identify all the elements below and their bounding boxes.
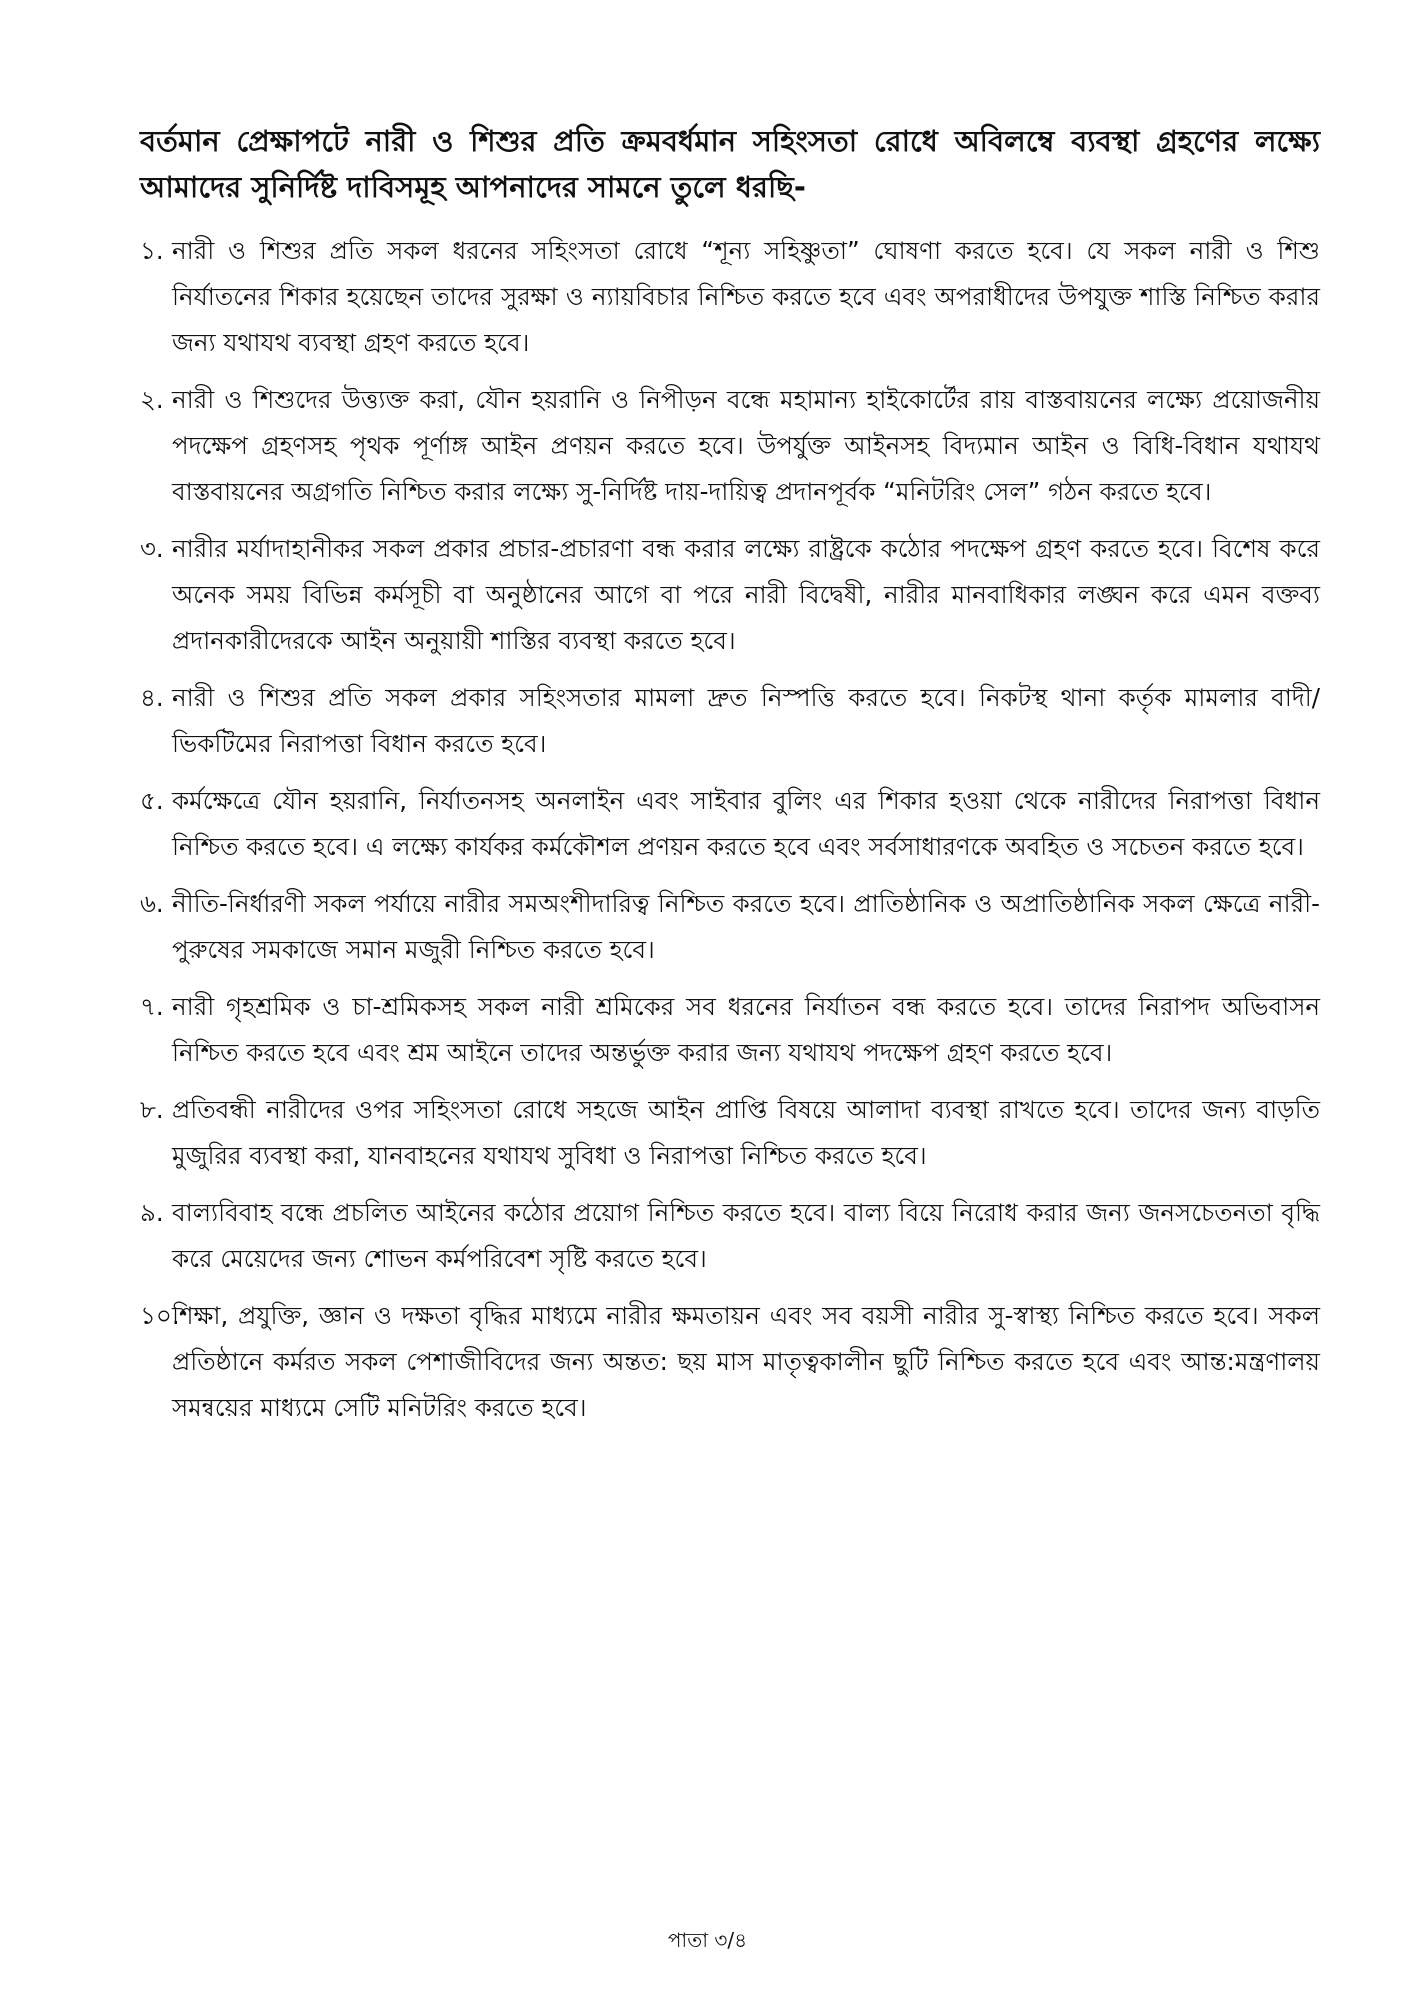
demand-item-5 xyxy=(140,778,1320,870)
demand-number: ২. xyxy=(140,385,164,414)
demand-number: ১০. xyxy=(140,1301,180,1330)
demand-text: নারী গৃহশ্রমিক ও চা-শ্রমিকসহ সকল নারী শ্রমিকের সব ধরনের নির্যাতন বন্ধ করতে হবে। তাদের নিরাপদ অভিবাসন নিশ্চিত করতে হবে এবং শ্রম আইনে তাদের অন্তর্ভুক্ত করার জন্য যথাযথ পদক্ষেপ গ্রহণ করতে হবে। xyxy=(172,992,1320,1067)
demand-text: নারী ও শিশুর প্রতি সকল ধরনের সহিংসতা রোধে “শূন্য সহিষ্ণুতা” ঘোষণা করতে হবে। যে সকল নারী ও শিশু নির্যাতনের শিকার হয়েছেন তাদের সুরক্ষা ও ন্যায়বিচার নিশ্চিত করতে হবে এবং অপরাধীদের উপযুক্ত শাস্তি নিশ্চিত করার জন্য যথাযথ ব্যবস্থা গ্রহণ করতে হবে। xyxy=(172,236,1320,357)
demand-item-7 xyxy=(140,984,1320,1076)
demand-number: ৯. xyxy=(140,1198,164,1227)
demand-text: প্রতিবন্ধী নারীদের ওপর সহিংসতা রোধে সহজে আইন প্রাপ্তি বিষয়ে আলাদা ব্যবস্থা রাখতে হবে। তাদের জন্য বাড়তি মুজুরির ব্যবস্থা করা, যানবাহনের যথাযথ সুবিধা ও নিরাপত্তা নিশ্চিত করতে হবে। xyxy=(172,1095,1320,1170)
demand-item-9 xyxy=(140,1190,1320,1282)
demand-number: ৩. xyxy=(140,534,164,563)
demand-number: ১. xyxy=(140,236,164,265)
demand-text: নারী ও শিশুদের উত্ত্যক্ত করা, যৌন হয়রানি ও নিপীড়ন বন্ধে মহামান্য হাইকোর্টের রায় বাস্তবায়নের লক্ষ্যে প্রয়োজনীয় পদক্ষেপ গ্রহণসহ পৃথক পূর্ণাঙ্গ আইন প্রণয়ন করতে হবে। উপর্যুক্ত আইনসহ বিদ্যমান আইন ও বিধি-বিধান যথাযথ বাস্তবায়নের অগ্রগতি নিশ্চিত করার লক্ষ্যে সু-নির্দিষ্ট দায়-দায়িত্ব প্রদানপূর্বক “মনিটরিং সেল” গঠন করতে হবে। xyxy=(172,385,1320,506)
demand-item-1 xyxy=(140,228,1320,366)
demand-text: নারীর মর্যাদাহানীকর সকল প্রকার প্রচার-প্রচারণা বন্ধ করার লক্ষ্যে রাষ্ট্রকে কঠোর পদক্ষেপ গ্রহণ করতে হবে। বিশেষ করে অনেক সময় বিভিন্ন কর্মসূচী বা অনুষ্ঠানের আগে বা পরে নারী বিদ্বেষী, নারীর মানবাধিকার লঙ্ঘন করে এমন বক্তব্য প্রদানকারীদেরকে আইন অনুয়ায়ী শাস্তির ব্যবস্থা করতে হবে। xyxy=(172,534,1320,655)
demand-number: ৮. xyxy=(140,1095,164,1124)
demands-heading: বর্তমান প্রেক্ষাপটে নারী ও শিশুর প্রতি ক্রমবর্ধমান সহিংসতা রোধে অবিলম্বে ব্যবস্থা গ্রহণের লক্ষ্যে আমাদের সুনির্দিষ্ট দাবিসমূহ আপনাদের সামনে তুলে ধরছি- xyxy=(140,124,1320,204)
demand-number: ৫. xyxy=(140,786,164,815)
demand-number: ৭. xyxy=(140,992,164,1021)
demand-text: নীতি-নির্ধারণী সকল পর্যায়ে নারীর সমঅংশীদারিত্ব নিশ্চিত করতে হবে। প্রাতিষ্ঠানিক ও অপ্রাতিষ্ঠানিক সকল ক্ষেত্রে নারী-পুরুষের সমকাজে সমান মজুরী নিশ্চিত করতে হবে। xyxy=(172,889,1320,964)
demand-item-2 xyxy=(140,377,1320,515)
demand-item-4 xyxy=(140,675,1320,767)
demand-text: নারী ও শিশুর প্রতি সকল প্রকার সহিংসতার মামলা দ্রুত নিস্পত্তি করতে হবে। নিকটস্থ থানা কর্তৃক মামলার বাদী/ভিকটিমের নিরাপত্তা বিধান করতে হবে। xyxy=(172,683,1320,758)
demand-item-3 xyxy=(140,526,1320,664)
demand-number: ৪. xyxy=(140,683,164,712)
demand-item-10 xyxy=(140,1293,1320,1431)
demand-text: বাল্যবিবাহ বন্ধে প্রচলিত আইনের কঠোর প্রয়োগ নিশ্চিত করতে হবে। বাল্য বিয়ে নিরোধ করার জন্য জনসচেতনতা বৃদ্ধি করে মেয়েদের জন্য শোভন কর্মপরিবেশ সৃষ্টি করতে হবে। xyxy=(172,1198,1320,1273)
demand-item-6 xyxy=(140,881,1320,973)
demand-number: ৬. xyxy=(140,889,164,918)
demand-item-8 xyxy=(140,1087,1320,1179)
demands-list xyxy=(140,228,1320,1442)
page-number: পাতা ৩/৪ xyxy=(667,1928,748,1952)
demand-text: কর্মক্ষেত্রে যৌন হয়রানি, নির্যাতনসহ অনলাইন এবং সাইবার বুলিং এর শিকার হওয়া থেকে নারীদের নিরাপত্তা বিধান নিশ্চিত করতে হবে। এ লক্ষ্যে কার্যকর কর্মকৌশল প্রণয়ন করতে হবে এবং সর্বসাধারণকে অবহিত ও সচেতন করতে হবে। xyxy=(172,786,1320,861)
demand-text: শিক্ষা, প্রযুক্তি, জ্ঞান ও দক্ষতা বৃদ্ধির মাধ্যমে নারীর ক্ষমতায়ন এবং সব বয়সী নারীর সু-স্বাস্থ্য নিশ্চিত করতে হবে। সকল প্রতিষ্ঠানে কর্মরত সকল পেশাজীবিদের জন্য অন্তত: ছয় মাস মাতৃত্বকালীন ছুটি নিশ্চিত করতে হবে এবং আন্ত:মন্ত্রণালয় সমন্বয়ের মাধ্যমে সেটি মনিটরিং করতে হবে। xyxy=(172,1301,1320,1422)
